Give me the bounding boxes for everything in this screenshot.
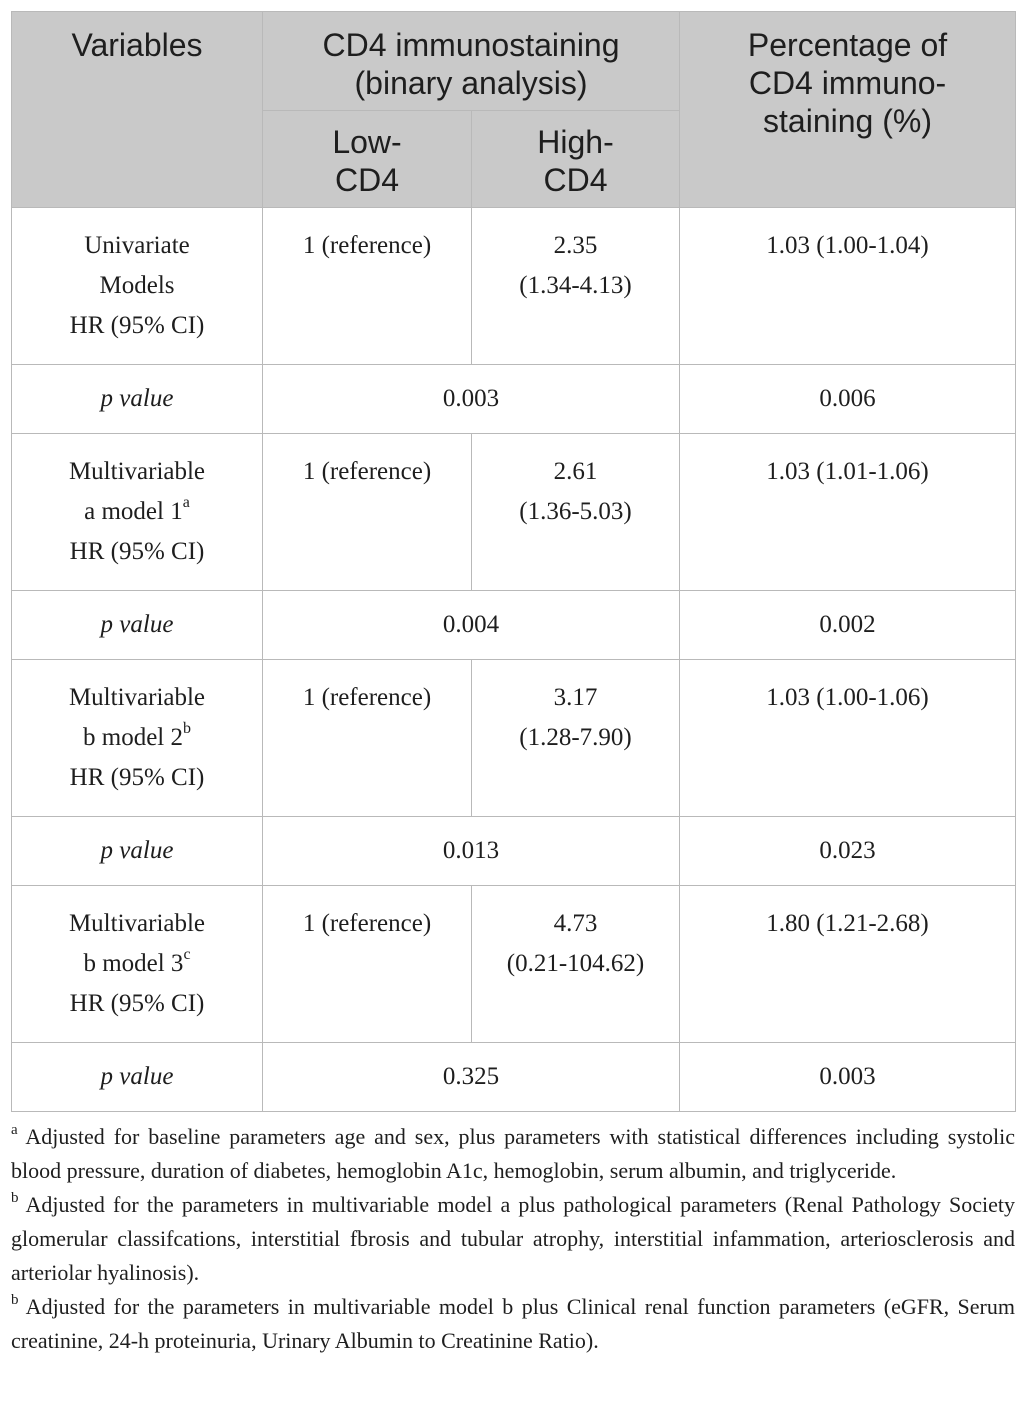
percentage-value: 1.03 (1.00-1.06) xyxy=(680,660,1016,817)
header-high-line1: High- xyxy=(537,124,614,160)
high-ci: (0.21-104.62) xyxy=(506,950,645,977)
table-body xyxy=(12,208,1016,1112)
label-line2: a model 1 xyxy=(84,498,183,525)
high-ci: (1.28-7.90) xyxy=(519,724,632,751)
footnote-marker: c xyxy=(183,946,191,963)
footnote-b xyxy=(11,1188,1015,1290)
label-line1: Multivariable xyxy=(68,910,206,937)
percentage-p-value: 0.003 xyxy=(680,1043,1016,1112)
low-cd4-value: 1 (reference) xyxy=(263,886,472,1043)
binary-p-value: 0.325 xyxy=(263,1043,680,1112)
table-row-univariate-p xyxy=(12,365,1016,434)
footnote-text: Adjusted for the parameters in multivariable model b plus Clinical renal function parameters (eGFR, Serum creatinine, 24-h proteinuria, Urinary Albumin to Creatinine Ratio). xyxy=(11,1294,1015,1353)
percentage-value: 1.03 (1.00-1.04) xyxy=(680,208,1016,365)
header-percentage xyxy=(680,12,1016,208)
binary-p-value: 0.013 xyxy=(263,817,680,886)
table-header xyxy=(12,12,1016,208)
label-line1: Multivariable xyxy=(68,684,206,711)
label-line3: HR (95% CI) xyxy=(69,312,205,339)
table-row-model-3 xyxy=(12,886,1016,1043)
table-row-model-1 xyxy=(12,434,1016,591)
footnote-text: Adjusted for baseline parameters age and sex, plus parameters with statistical differences including systolic blood pressure, duration of diabetes, hemoglobin A1c, hemoglobin, serum albumin, and triglyceride. xyxy=(11,1124,1015,1183)
high-cd4-value xyxy=(472,660,680,817)
high-cd4-value xyxy=(472,208,680,365)
label-line2: b model 3 xyxy=(83,950,184,977)
row-label xyxy=(12,886,263,1043)
footnote-marker: a xyxy=(11,1122,18,1138)
label-line2: Models xyxy=(99,272,175,299)
row-label xyxy=(12,208,263,365)
high-hr: 3.17 xyxy=(553,684,598,711)
low-cd4-value: 1 (reference) xyxy=(263,434,472,591)
percentage-p-value: 0.006 xyxy=(680,365,1016,434)
table-row-univariate xyxy=(12,208,1016,365)
binary-p-value: 0.003 xyxy=(263,365,680,434)
label-line3: HR (95% CI) xyxy=(69,990,205,1017)
header-percentage-line2: CD4 immuno- xyxy=(748,65,947,101)
header-cd4-binary-line2: (binary analysis) xyxy=(354,65,588,101)
header-cd4-binary xyxy=(263,12,680,111)
footnote-c xyxy=(11,1290,1015,1358)
percentage-p-value: 0.002 xyxy=(680,591,1016,660)
label-line1: Multivariable xyxy=(68,458,206,485)
p-value-label: p value xyxy=(12,817,263,886)
header-low-line1: Low- xyxy=(332,124,402,160)
label-line3: HR (95% CI) xyxy=(69,538,205,565)
footnote-text: Adjusted for the parameters in multivariable model a plus pathological parameters (Renal Pathology Society glomerular classifcations, interstitial fbrosis and tubular atrophy, interstitial infammation, arteriosclerosis and arteriolar hyalinosis). xyxy=(11,1192,1015,1285)
p-value-label: p value xyxy=(12,591,263,660)
binary-p-value: 0.004 xyxy=(263,591,680,660)
label-line3: HR (95% CI) xyxy=(69,764,205,791)
percentage-value: 1.80 (1.21-2.68) xyxy=(680,886,1016,1043)
hazard-ratio-table xyxy=(11,11,1016,1112)
high-hr: 4.73 xyxy=(553,910,598,937)
table-row-model-3-p xyxy=(12,1043,1016,1112)
high-hr: 2.61 xyxy=(553,458,598,485)
p-value-label: p value xyxy=(12,365,263,434)
footnote-a xyxy=(11,1120,1015,1188)
low-cd4-value: 1 (reference) xyxy=(263,660,472,817)
footnote-marker: a xyxy=(182,494,190,511)
header-cd4-binary-line1: CD4 immunostaining xyxy=(322,27,620,63)
high-hr: 2.35 xyxy=(553,232,598,259)
percentage-value: 1.03 (1.01-1.06) xyxy=(680,434,1016,591)
percentage-p-value: 0.023 xyxy=(680,817,1016,886)
header-variables-text: Variables xyxy=(71,27,203,63)
header-low-cd4 xyxy=(263,111,472,208)
row-label xyxy=(12,434,263,591)
high-cd4-value xyxy=(472,434,680,591)
label-line1: Univariate xyxy=(84,232,190,259)
header-percentage-line3: staining (%) xyxy=(763,103,932,139)
p-value-label: p value xyxy=(12,1043,263,1112)
footnote-marker: b xyxy=(183,720,191,737)
footnote-marker: b xyxy=(11,1190,19,1206)
high-ci: (1.36-5.03) xyxy=(519,498,632,525)
header-high-cd4 xyxy=(472,111,680,208)
table-row-model-2 xyxy=(12,660,1016,817)
table-row-model-1-p xyxy=(12,591,1016,660)
footnote-marker: b xyxy=(11,1292,19,1308)
footnotes xyxy=(11,1120,1015,1358)
header-percentage-line1: Percentage of xyxy=(747,27,948,63)
high-ci: (1.34-4.13) xyxy=(519,272,632,299)
low-cd4-value: 1 (reference) xyxy=(263,208,472,365)
high-cd4-value xyxy=(472,886,680,1043)
table-row-model-2-p xyxy=(12,817,1016,886)
results-table-container xyxy=(11,11,1015,1358)
header-variables xyxy=(12,12,263,208)
header-high-line2: CD4 xyxy=(543,162,608,198)
label-line2: b model 2 xyxy=(83,724,183,751)
row-label xyxy=(12,660,263,817)
header-low-line2: CD4 xyxy=(334,162,399,198)
